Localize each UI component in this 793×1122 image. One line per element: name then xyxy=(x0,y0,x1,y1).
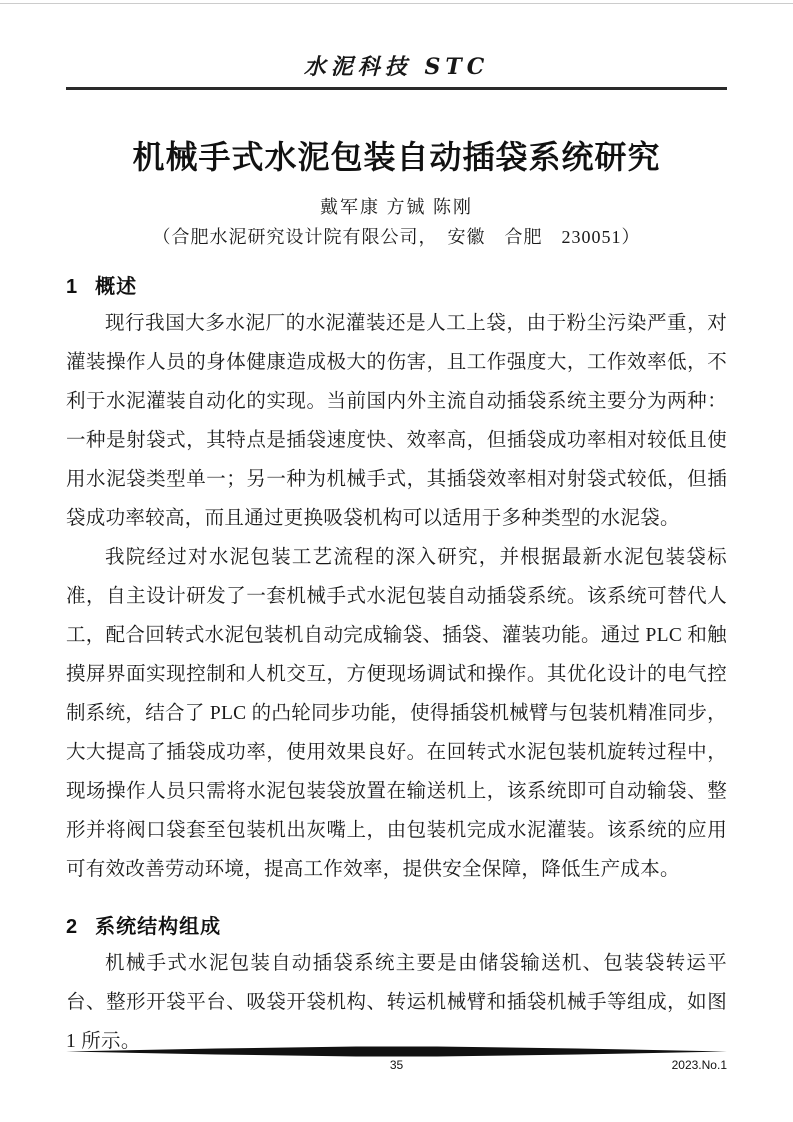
section-structure xyxy=(66,910,727,1061)
footer-row xyxy=(66,1058,727,1074)
section-1-paragraph-1: 现行我国大多水泥厂的水泥灌装还是人工上袋，由于粉尘污染严重，对灌装操作人员的身体健康造成极大的伤害，且工作强度大，工作效率低，不利于水泥灌装自动化的实现。当前国内外主流自动插袋系统主要分为两种：一种是射袋式，其特点是插袋速度快、效率高，但插袋成功率相对较低且使用水泥袋类型单一；另一种为机械手式，其插袋效率相对射袋式较低，但插袋成功率较高，而且通过更换吸袋机构可以适用于多种类型的水泥袋。 xyxy=(66,313,727,529)
section-1-heading xyxy=(66,270,727,299)
section-2-number: 2 xyxy=(66,916,79,938)
section-overview xyxy=(66,270,727,889)
journal-header xyxy=(0,0,793,90)
section-2-paragraph-1: 机械手式水泥包装自动插袋系统主要是由储袋输送机、包装袋转运平台、整形开袋平台、吸袋开袋机构、转运机械臂和插袋机械手等组成，如图 1 所示。 xyxy=(66,953,727,1052)
section-2-title: 系统结构组成 xyxy=(95,916,222,938)
article-title: 机械手式水泥包装自动插袋系统研究 xyxy=(132,139,661,175)
section-1-number: 1 xyxy=(66,276,79,298)
article-content xyxy=(66,132,727,1061)
issue-label: 2023.No.1 xyxy=(671,1058,727,1072)
header-rule xyxy=(66,87,727,90)
authors-line: 戴军康 方铖 陈刚 xyxy=(320,197,473,217)
page-number: 35 xyxy=(389,1058,404,1072)
section-2-heading xyxy=(66,910,727,939)
page-top-border xyxy=(0,3,793,4)
section-1-title: 概述 xyxy=(95,276,138,298)
affiliation-line: （合肥水泥研究设计院有限公司， 安徽 合肥 230051） xyxy=(152,227,641,247)
footer-rule xyxy=(66,1046,727,1057)
journal-title: 水泥科技 STC xyxy=(303,54,490,80)
page-footer xyxy=(66,1046,727,1074)
section-1-paragraph-2: 我院经过对水泥包装工艺流程的深入研究，并根据最新水泥包装袋标准，自主设计研发了一套机械手式水泥包装自动插袋系统。该系统可替代人工，配合回转式水泥包装机自动完成输袋、插袋、灌装功能。通过 PLC 和触摸屏界面实现控制和人机交互，方便现场调试和操作。其优化设计的电气控制系统，结合了 PLC 的凸轮同步功能，使得插袋机械臂与包装机精准同步，大大提高了插袋成功率，使用效果良好。在回转式水泥包装机旋转过程中，现场操作人员只需将水泥包装袋放置在输送机上，该系统即可自动输袋、整形并将阀口袋套至包装机出灰嘴上，由包装机完成水泥灌装。该系统的应用可有效改善劳动环境，提高工作效率，提供安全保障，降低生产成本。 xyxy=(66,547,727,880)
